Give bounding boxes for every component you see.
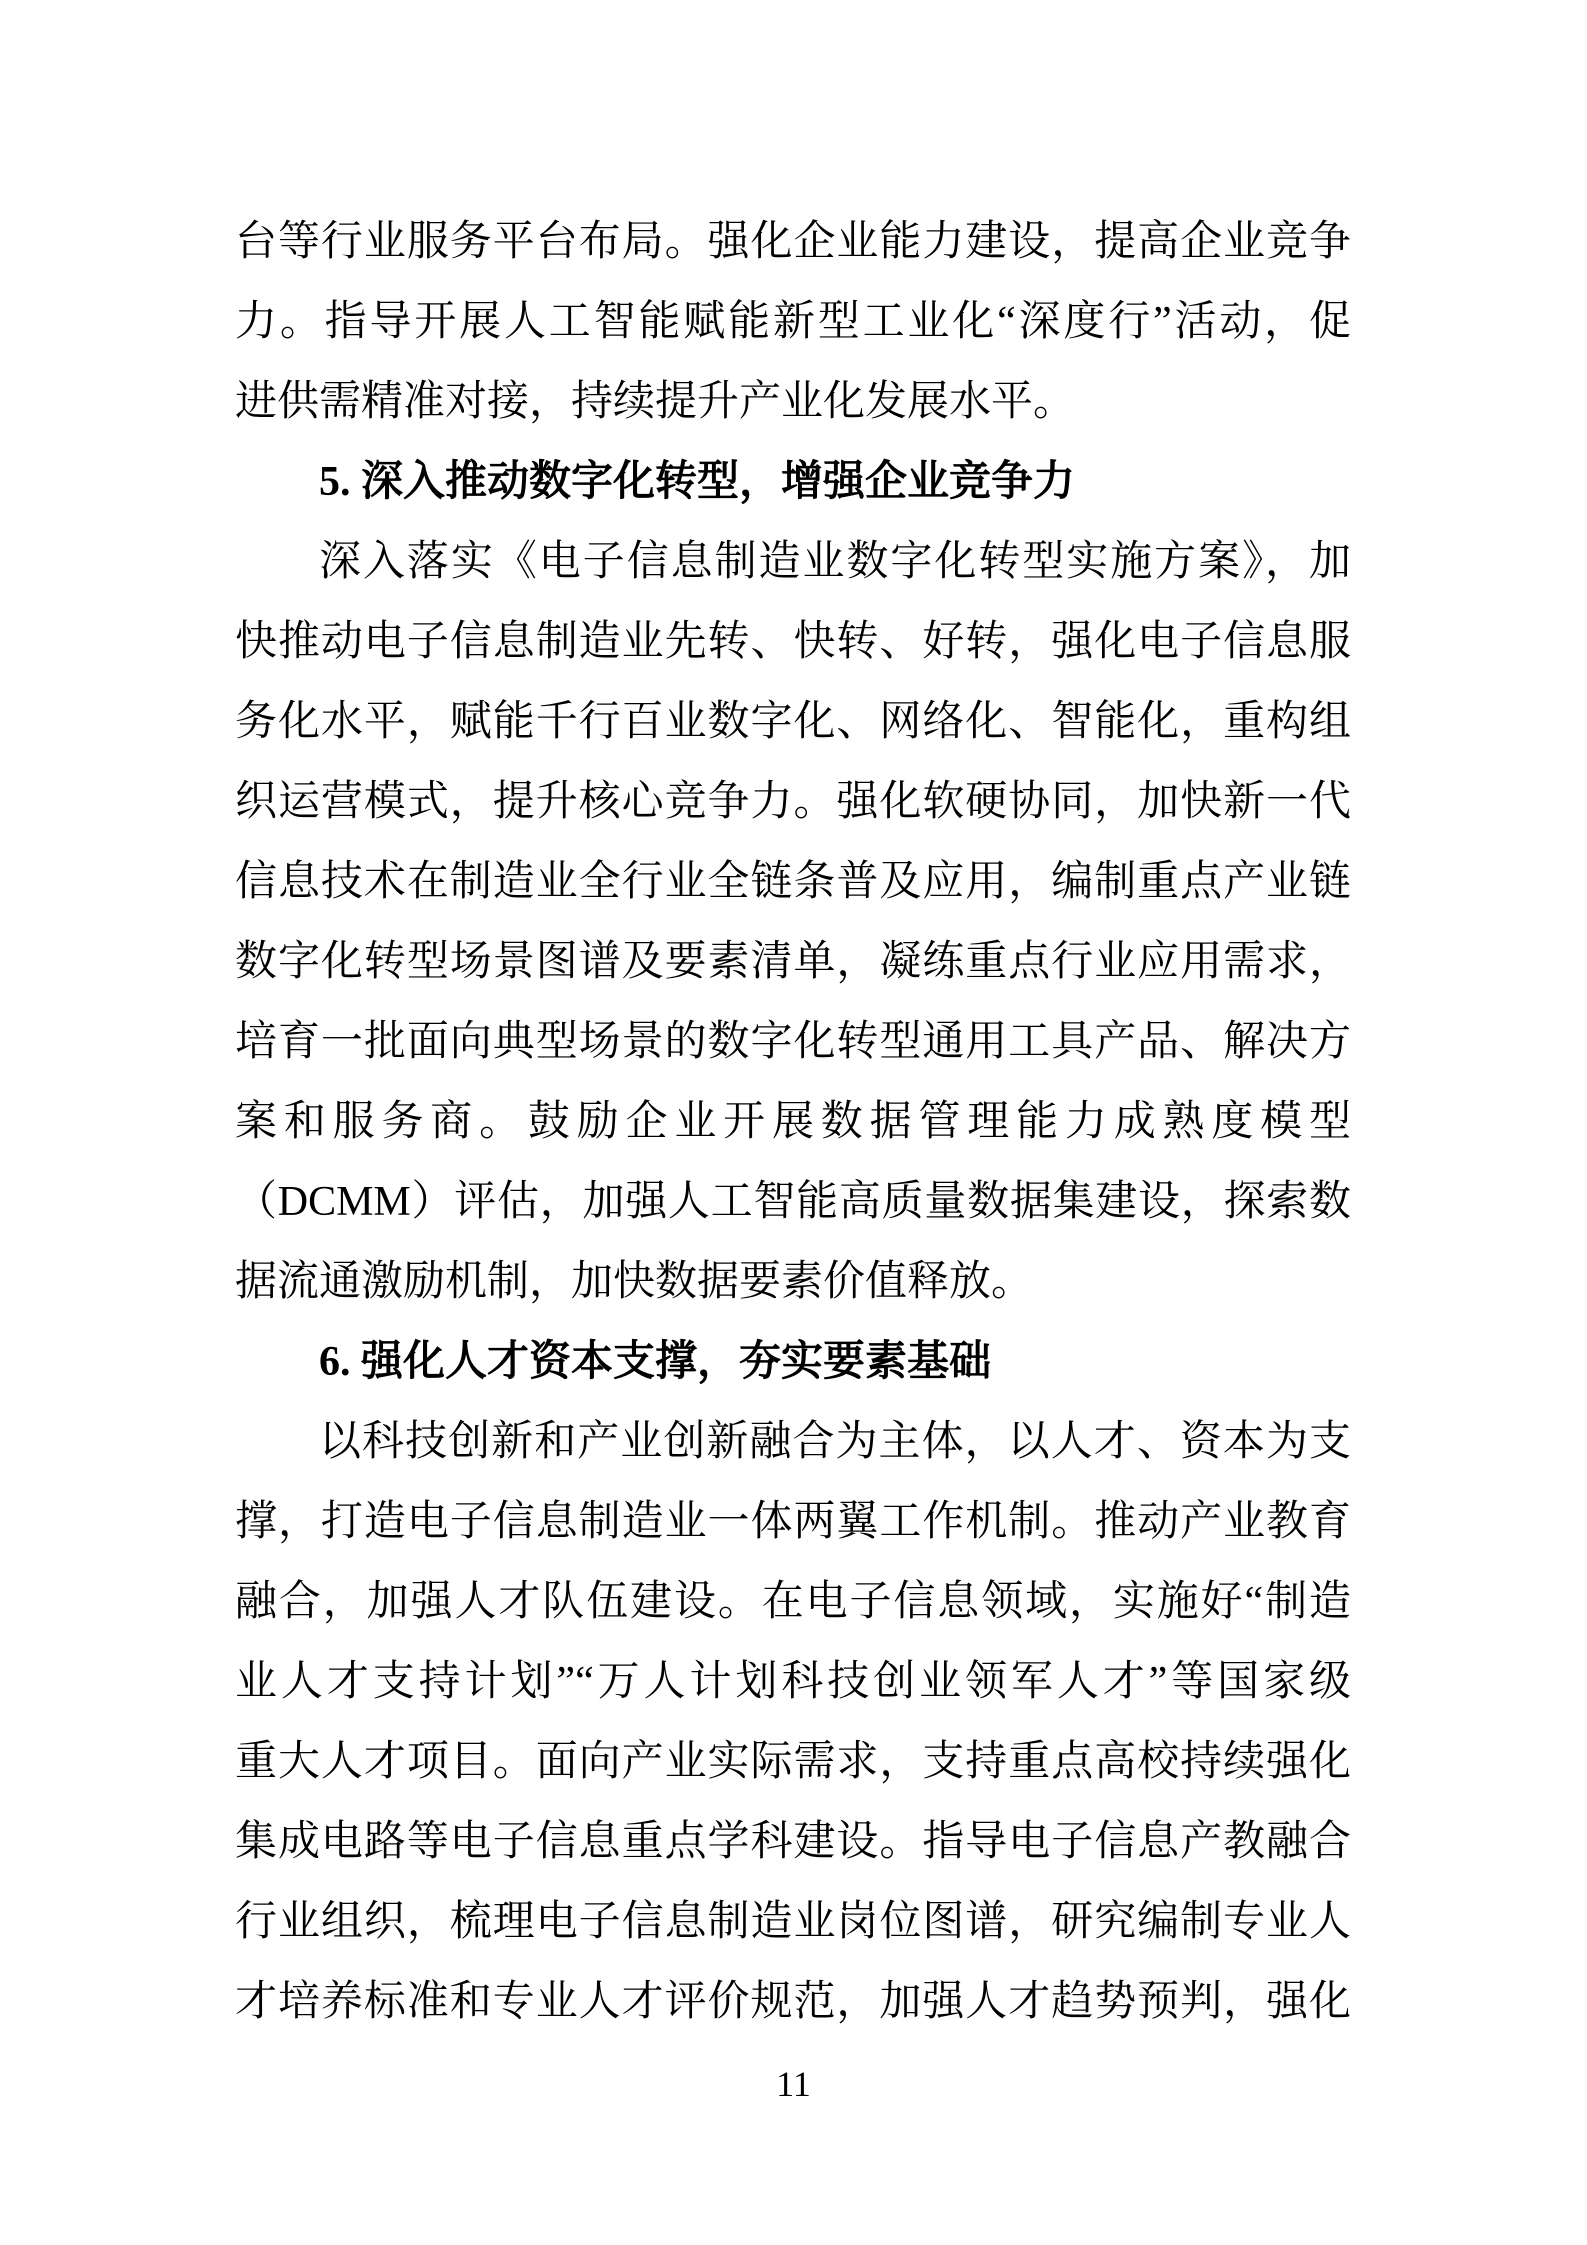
text-line: 融合，加强人才队伍建设。在电子信息领域，实施好“制造 xyxy=(235,1579,1351,1625)
text-line: 以科技创新和产业创新融合为主体，以人才、资本为支 xyxy=(319,1419,1351,1465)
page-number: 11 xyxy=(776,2064,811,2104)
section-heading-6: 6. 强化人才资本支撑，夯实要素基础 xyxy=(319,1339,992,1385)
text-line: 信息技术在制造业全行业全链条普及应用，编制重点产业链 xyxy=(235,859,1351,905)
text-line: 数字化转型场景图谱及要素清单，凝练重点行业应用需求， xyxy=(235,939,1351,985)
text-line: 快推动电子信息制造业先转、快转、好转，强化电子信息服 xyxy=(235,619,1351,665)
text-line: 才培养标准和专业人才评价规范，加强人才趋势预判，强化 xyxy=(235,1979,1351,2025)
document-text xyxy=(235,202,1351,2042)
text-line: 行业组织，梳理电子信息制造业岗位图谱，研究编制专业人 xyxy=(235,1899,1351,1945)
text-line: 培育一批面向典型场景的数字化转型通用工具产品、解决方 xyxy=(235,1019,1351,1065)
text-line: 力。指导开展人工智能赋能新型工业化“深度行”活动，促 xyxy=(235,299,1351,345)
text-line: （DCMM）评估，加强人工智能高质量数据集建设，探索数 xyxy=(235,1179,1351,1225)
text-line: 进供需精准对接，持续提升产业化发展水平。 xyxy=(235,379,1076,425)
text-line: 深入落实《电子信息制造业数字化转型实施方案》，加 xyxy=(319,539,1351,585)
text-line: 案和服务商。鼓励企业开展数据管理能力成熟度模型 xyxy=(235,1099,1351,1145)
text-line: 集成电路等电子信息重点学科建设。指导电子信息产教融合 xyxy=(235,1819,1351,1865)
text-line: 织运营模式，提升核心竞争力。强化软硬协同，加快新一代 xyxy=(235,779,1351,825)
text-line: 务化水平，赋能千行百业数字化、网络化、智能化，重构组 xyxy=(235,699,1351,745)
text-line: 台等行业服务平台布局。强化企业能力建设，提高企业竞争 xyxy=(235,219,1351,265)
text-line: 业人才支持计划”“万人计划科技创业领军人才”等国家级 xyxy=(235,1659,1351,1705)
section-heading-5: 5. 深入推动数字化转型，增强企业竞争力 xyxy=(319,459,1076,505)
text-line: 据流通激励机制，加快数据要素价值释放。 xyxy=(235,1259,1034,1305)
text-line: 重大人才项目。面向产业实际需求，支持重点高校持续强化 xyxy=(235,1739,1351,1785)
text-line: 撑，打造电子信息制造业一体两翼工作机制。推动产业教育 xyxy=(235,1499,1351,1545)
